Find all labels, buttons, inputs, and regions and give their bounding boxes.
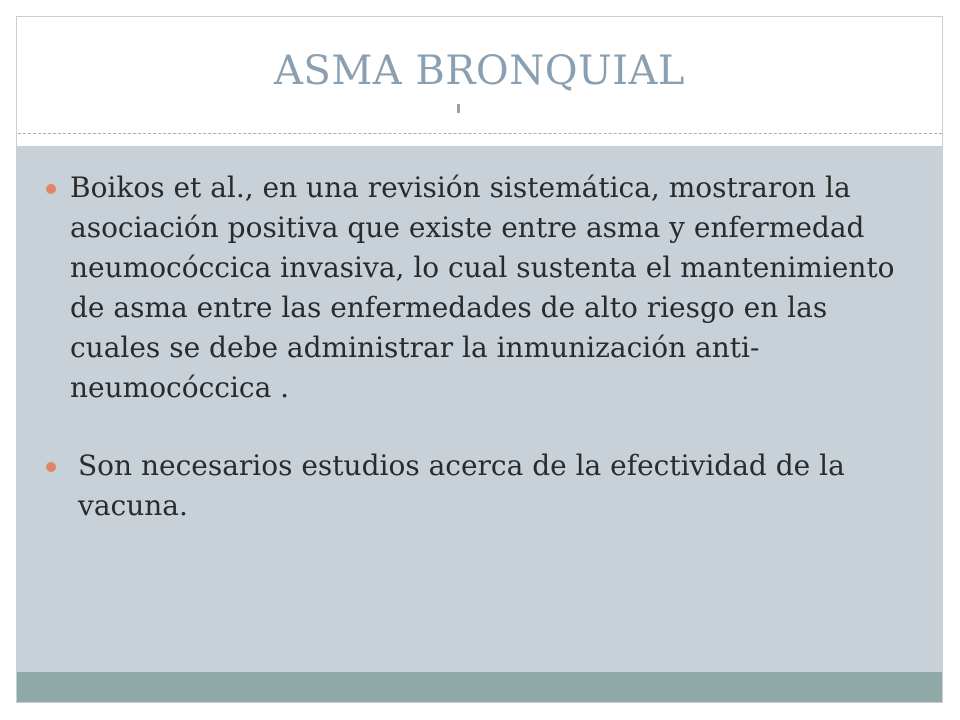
- bullet-list: [70, 168, 920, 526]
- bullet-item-1: [70, 168, 920, 408]
- footer-band: [17, 672, 942, 702]
- slide-title: ASMA BRONQUIAL: [274, 48, 685, 94]
- small-marker: [457, 104, 460, 113]
- bullet-dot-icon: [46, 184, 56, 194]
- bullet-item-2: [70, 446, 920, 526]
- bullet-dot-icon: [46, 462, 56, 472]
- title-divider: [18, 133, 942, 134]
- bullet-text-2: Son necesarios estudios acerca de la efectividad de la vacuna.: [78, 449, 845, 522]
- bullet-text-1: Boikos et al., en una revisión sistemática, mostraron la asociación positiva que existe entre asma y enfermedad neumocóccica invasiva, lo cual sustenta el mantenimiento de asma entre las enfermedades de alto riesgo en las cuales se debe administrar la inmunización anti-neumocóccica .: [70, 171, 895, 404]
